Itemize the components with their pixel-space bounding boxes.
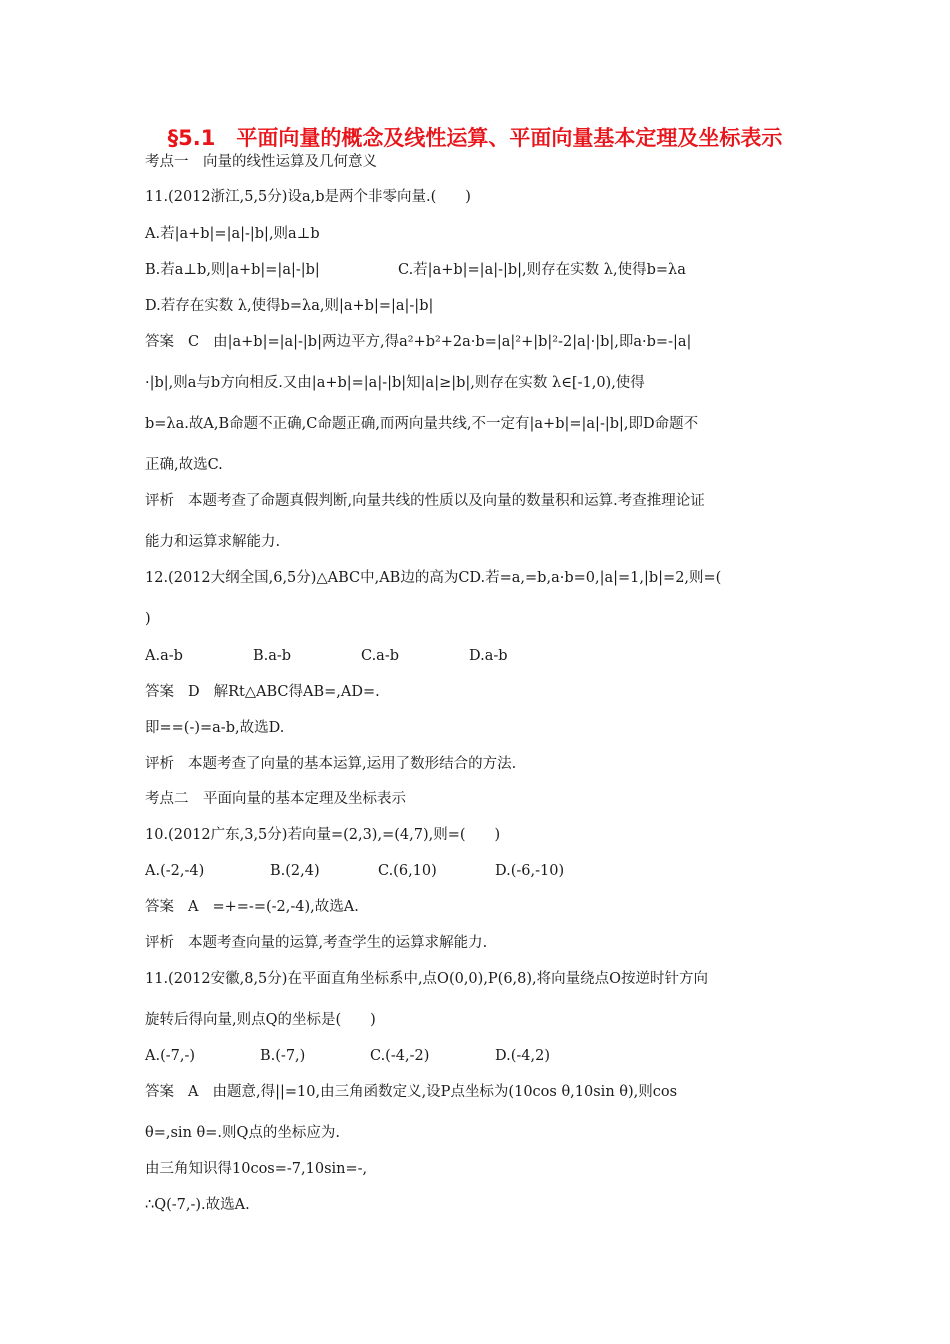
- q4-answer-line-1: [145, 1083, 807, 1101]
- q2-option-a: A.a-b: [145, 648, 183, 664]
- review-text: 本题考查了命题真假判断,向量共线的性质以及向量的数量积和运算.考查推理论证: [188, 493, 705, 509]
- q4-option-a: A.(-7,-): [145, 1048, 196, 1064]
- q4-option-c: C.(-4,-2): [370, 1048, 430, 1064]
- q1-option-b: B.若a⊥b,则|a+b|=|a|-|b|: [145, 262, 320, 278]
- section-heading-2: 考点二 平面向量的基本定理及坐标表示: [145, 791, 406, 807]
- q4-answer-line-4: ∴Q(-7,-).故选A.: [145, 1197, 250, 1213]
- q1-answer-line-2: ·|b|,则a与b方向相反.又由|a+b|=|a|-|b|知|a|≥|b|,则存在实数 λ∈[-1,0),使得: [145, 375, 645, 391]
- q1-review-line-2: 能力和运算求解能力.: [145, 534, 281, 550]
- answer-text: 由|a+b|=|a|-|b|两边平方,得a²+b²+2a·b=|a|²+|b|²-2|a|·|b|,即a·b=-|a|: [213, 334, 692, 350]
- q1-option-a: A.若|a+b|=|a|-|b|,则a⊥b: [145, 226, 320, 242]
- q4-option-d: D.(-4,2): [495, 1048, 550, 1064]
- q1-review-line-1: [145, 492, 807, 510]
- q2-option-b: B.a-b: [253, 648, 292, 664]
- q4-stem-line-1: 11.(2012安徽,8,5分)在平面直角坐标系中,点O(0,0),P(6,8),将向量绕点O按逆时针方向: [145, 971, 709, 987]
- answer-text: =+=-=(-2,-4),故选A.: [212, 899, 359, 915]
- q4-stem-line-2: 旋转后得向量,则点Q的坐标是( ): [145, 1012, 376, 1028]
- answer-choice: D: [188, 684, 200, 700]
- answer-text: 解Rt△ABC得AB=,AD=.: [213, 684, 380, 700]
- q4-answer-line-3: 由三角知识得10cos=-7,10sin=-,: [145, 1161, 368, 1177]
- q2-review-line-1: [145, 755, 807, 773]
- answer-label: 答案: [145, 334, 174, 350]
- review-text: 本题考查向量的运算,考查学生的运算求解能力.: [188, 935, 488, 951]
- review-label: 评析: [145, 935, 174, 951]
- section-heading-1: 考点一 向量的线性运算及几何意义: [145, 154, 377, 170]
- q3-answer-line-1: [145, 898, 807, 916]
- answer-text: 由题意,得||=10,由三角函数定义,设P点坐标为(10cos θ,10sin θ),则cos: [212, 1084, 678, 1100]
- answer-choice: A: [188, 1084, 199, 1100]
- q3-review-line-1: [145, 934, 807, 952]
- answer-choice: A: [188, 899, 199, 915]
- q3-option-d: D.(-6,-10): [495, 863, 565, 879]
- review-label: 评析: [145, 756, 174, 772]
- q1-option-d: D.若存在实数 λ,使得b=λa,则|a+b|=|a|-|b|: [145, 298, 434, 314]
- q1-answer-line-4: 正确,故选C.: [145, 457, 223, 473]
- q2-stem-line-2: ): [145, 611, 151, 627]
- review-label: 评析: [145, 493, 174, 509]
- page-title: §5.1 平面向量的概念及线性运算、平面向量基本定理及坐标表示: [167, 126, 783, 150]
- q1-answer-line-1: [145, 333, 807, 351]
- q2-answer-line-2: 即==(-)=a-b,故选D.: [145, 720, 285, 736]
- q1-answer-line-3: b=λa.故A,B命题不正确,C命题正确,而两向量共线,不一定有|a+b|=|a|-|b|,即D命题不: [145, 416, 699, 432]
- q2-option-d: D.a-b: [469, 648, 508, 664]
- answer-label: 答案: [145, 1084, 174, 1100]
- q4-answer-line-2: θ=,sin θ=.则Q点的坐标应为.: [145, 1125, 340, 1141]
- review-text: 本题考查了向量的基本运算,运用了数形结合的方法.: [188, 756, 517, 772]
- q1-option-c: C.若|a+b|=|a|-|b|,则存在实数 λ,使得b=λa: [398, 262, 686, 278]
- q3-option-a: A.(-2,-4): [145, 863, 205, 879]
- q3-option-c: C.(6,10): [378, 863, 437, 879]
- q2-option-c: C.a-b: [361, 648, 400, 664]
- q3-option-b: B.(2,4): [270, 863, 320, 879]
- q2-answer-line-1: [145, 683, 807, 701]
- answer-label: 答案: [145, 684, 174, 700]
- q3-stem: 10.(2012广东,3,5分)若向量=(2,3),=(4,7),则=( ): [145, 827, 501, 843]
- q1-stem: 11.(2012浙江,5,5分)设a,b是两个非零向量.( ): [145, 189, 471, 205]
- q2-stem-line-1: 12.(2012大纲全国,6,5分)△ABC中,AB边的高为CD.若=a,=b,a·b=0,|a|=1,|b|=2,则=(: [145, 570, 722, 586]
- answer-label: 答案: [145, 899, 174, 915]
- answer-choice: C: [188, 334, 200, 350]
- q4-option-b: B.(-7,): [260, 1048, 306, 1064]
